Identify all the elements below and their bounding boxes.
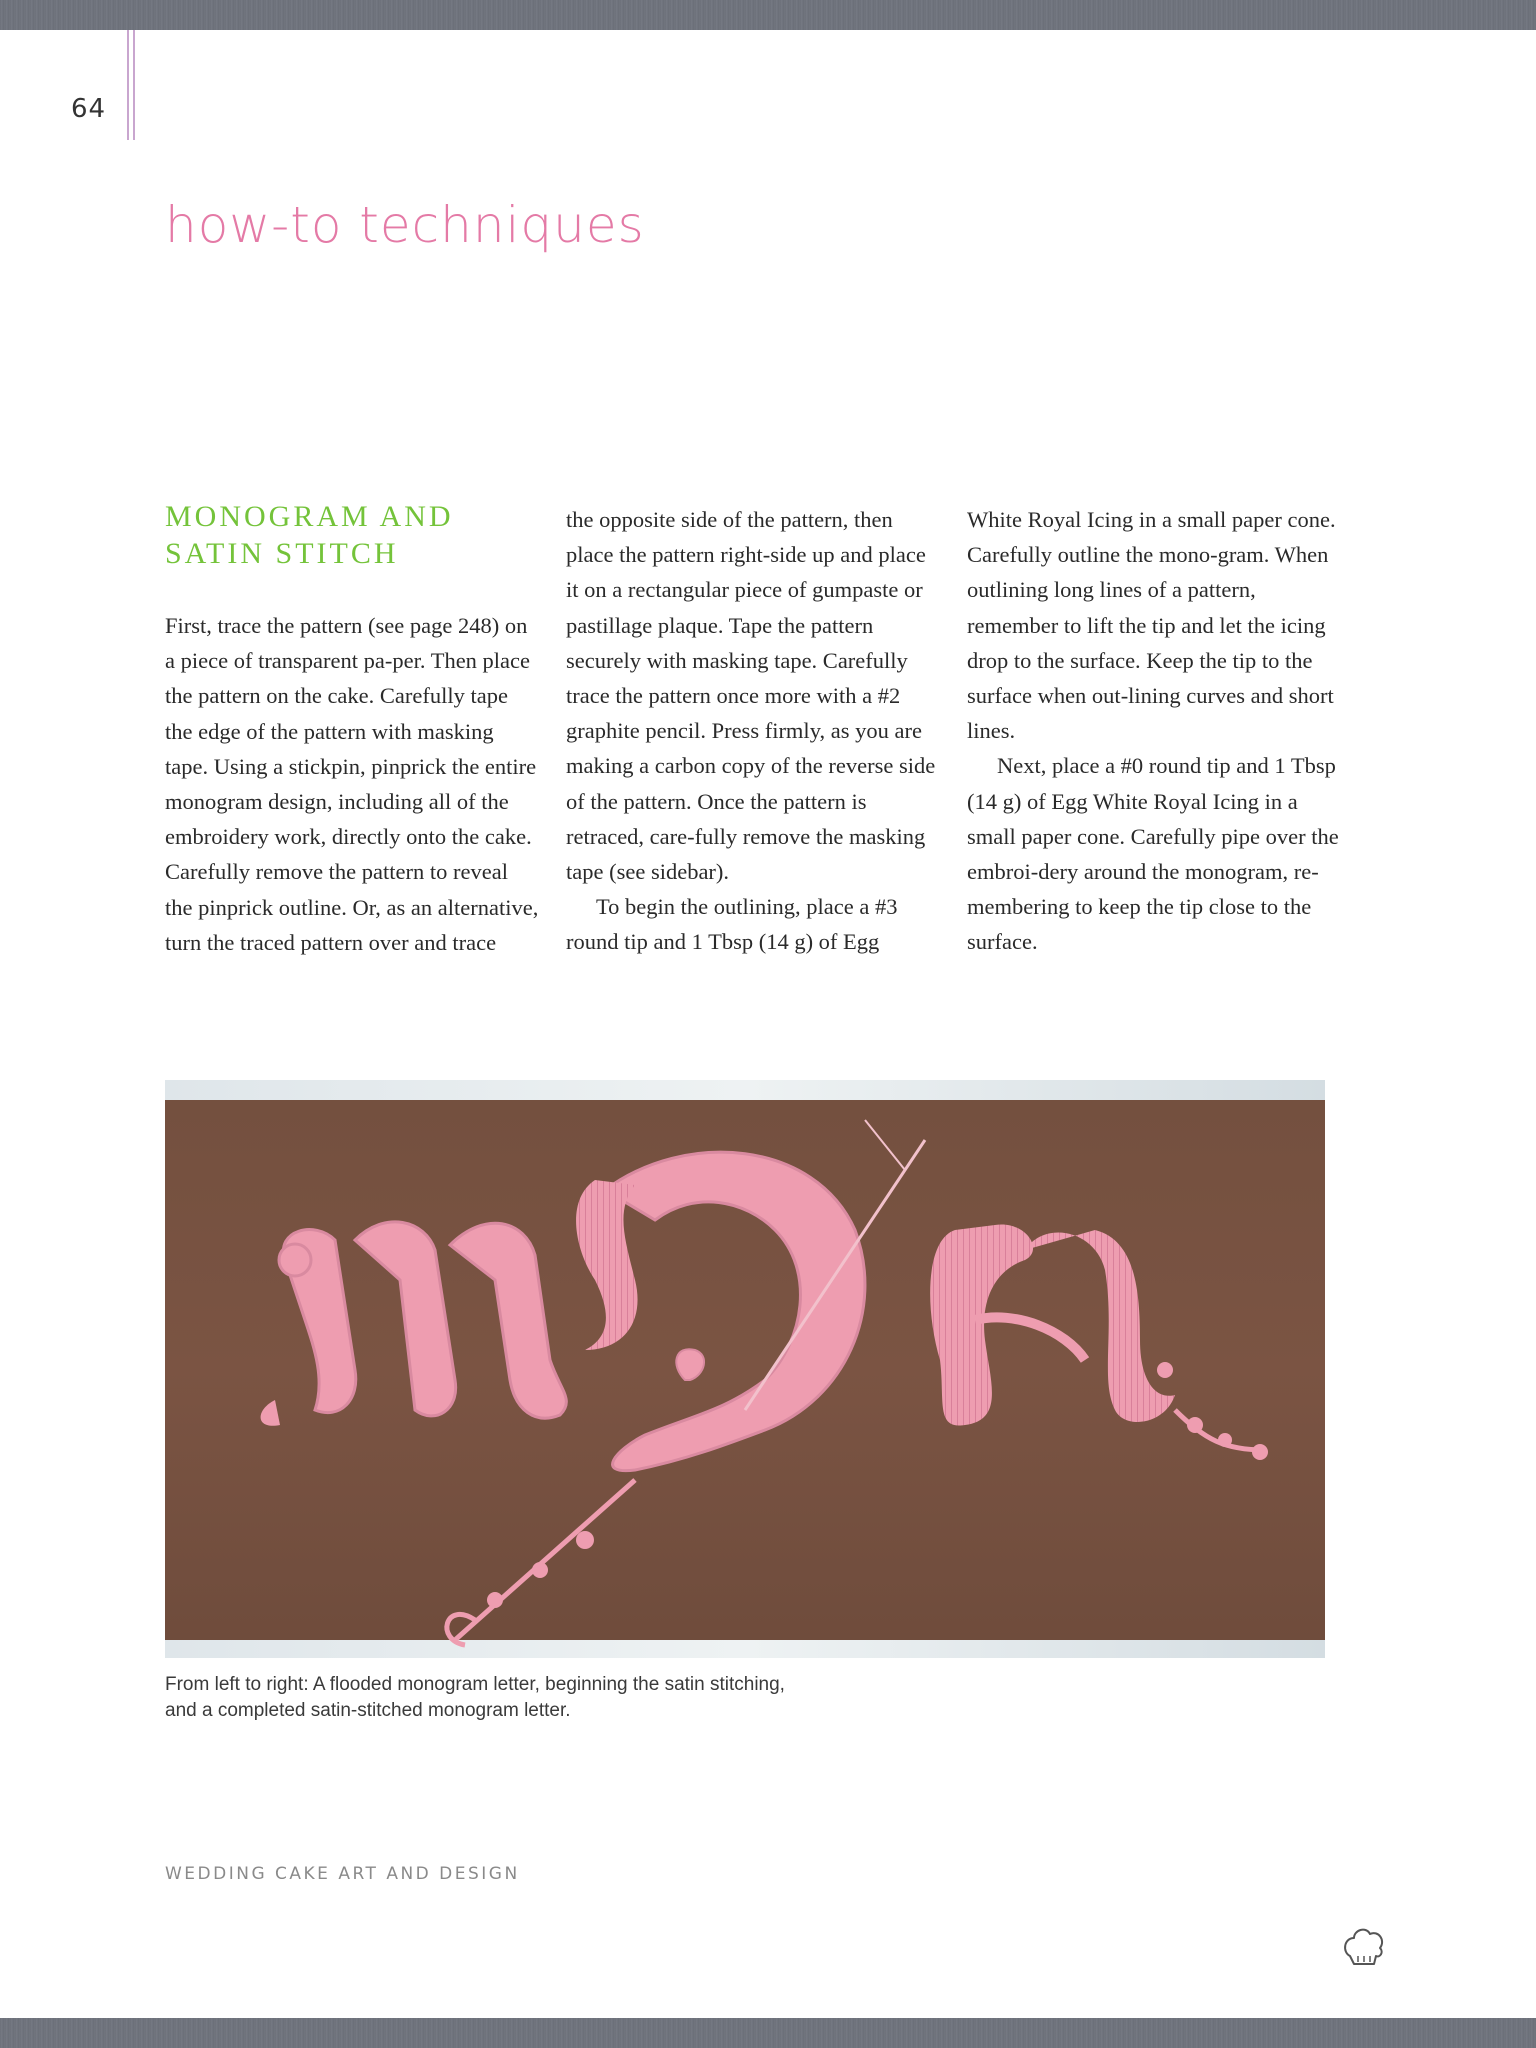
section-title: how-to techniques — [165, 196, 645, 254]
body-paragraph: White Royal Icing in a small paper cone. Carefully outline the mono-gram. When outlining long lines of a pattern, remember to lift the tip and let the icing drop to the surface. Keep the tip to the surface when out-lining curves and short lines. — [967, 507, 1336, 744]
text-column-1 — [165, 608, 540, 960]
heading-line: SATIN STITCH — [165, 537, 399, 570]
page-number: 64 — [71, 94, 107, 124]
caption-line: and a completed satin-stitched monogram letter. — [165, 1700, 571, 1721]
heading-line: MONOGRAM AND — [165, 500, 454, 533]
body-paragraph: Next, place a #0 round tip and 1 Tbsp (14 g) of Egg White Royal Icing in a small paper cone. Carefully pipe over the embroi-dery around the monogram, re-membering to keep the tip close to the surface. — [967, 753, 1339, 955]
body-paragraph: To begin the outlining, place a #3 round tip and 1 Tbsp (14 g) of Egg — [566, 894, 898, 955]
header-rule — [133, 30, 135, 140]
text-column-2 — [566, 502, 941, 960]
chef-hat-icon — [1340, 1922, 1388, 1970]
bottom-edge-bar — [0, 2018, 1536, 2048]
text-column-3 — [967, 502, 1342, 960]
top-edge-bar — [0, 0, 1536, 30]
running-footer: WEDDING CAKE ART AND DESIGN — [165, 1864, 520, 1884]
article-heading — [165, 498, 505, 572]
monogram-photo — [165, 1080, 1325, 1658]
body-paragraph: the opposite side of the pattern, then place the pattern right-side up and place it on a rectangular piece of gumpaste or pastillage plaque. Tape the pattern securely with masking tape. Carefully trace the pattern once more with a #2 graphite pencil. Press firmly, as you are making a carbon copy of the reverse side of the pattern. Once the pattern is retraced, care-fully remove the masking tape (see sidebar). — [566, 507, 936, 885]
figure-caption — [165, 1672, 845, 1724]
header-rule — [127, 30, 129, 140]
caption-line: From left to right: A flooded monogram letter, beginning the satin stitching, — [165, 1674, 785, 1695]
body-paragraph: First, trace the pattern (see page 248) on a piece of transparent pa-per. Then place the pattern on the cake. Carefully tape the edge of the pattern with masking tape. Using a stickpin, pinprick the entire monogram design, including all of the embroidery work, directly onto the cake. Carefully remove the pattern to reveal the pinprick outline. Or, as an alternative, turn the traced pattern over and trace — [165, 613, 539, 955]
